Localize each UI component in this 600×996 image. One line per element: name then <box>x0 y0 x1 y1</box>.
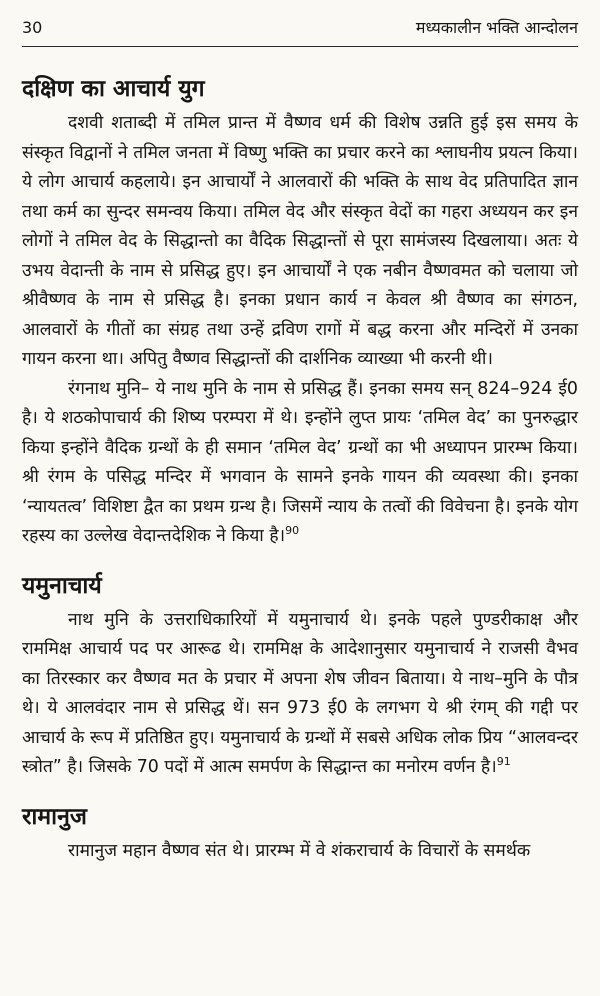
paragraph-ranganath-muni <box>22 375 578 552</box>
footnote-marker: 91 <box>496 755 511 769</box>
running-header <box>22 18 578 47</box>
section-heading-ramanuj: रामानुज <box>22 803 87 830</box>
section-heading-yamunacharya: यमुनाचार्य <box>22 572 102 599</box>
paragraph-text: रामानुज महान वैष्णव संत थे। प्रारम्भ में वे शंकराचार्य के विचारों के समर्थक <box>68 840 531 861</box>
paragraph-text: दशवी शताब्दी में तमिल प्रान्त में वैष्णव धर्म की विशेष उन्नति हुई इस समय के संस्कृत विद्वानों ने तमिल जनता में विष्णु भक्ति का प्रचार करने का श्लाघनीय प्रयत्न किया। ये लोग आचार्य कहलाये। इन आचार्यों ने आलवारों की भक्ति के साथ वेद प्रतिपादित ज्ञान तथा कर्म का सुन्दर समन्वय किया। तमिल वेद और संस्कृत वेदों का गहरा अध्ययन कर इन लोगों ने तमिल वेद के सिद्धान्तो का वैदिक सिद्धान्तों से पूरा सामंजस्य दिखलाया। अतः ये उभय वेदान्ती के नाम से प्रसिद्ध हुए। इन आचार्यों ने एक नबीन वैष्णवमत को चलाया जो श्रीवैष्णव के नाम से प्रसिद्ध है। इनका प्रधान कार्य न केवल श्री वैष्णव का संगठन, आलवारों के गीतों का संग्रह तथा उन्हें द्रविण रागों में बद्ध करना और मन्दिरों में उनका गायन करना था। अपितु वैष्णव सिद्धान्तों की दार्शनिक व्याख्या भी करनी थी। <box>22 113 578 369</box>
paragraph-acharya-intro <box>22 109 578 375</box>
footnote-marker: 90 <box>285 524 300 538</box>
page-number: 30 <box>22 18 43 37</box>
section-heading-acharya-yug: दक्षिण का आचार्य युग <box>22 76 205 102</box>
paragraph-text: रंगनाथ मुनि– ये नाथ मुनि के नाम से प्रसिद्ध हैं। इनका समय सन् 824–924 ई0 है। ये शठकोपाचार्य की शिष्य परम्परा में थे। इन्होंने लुप्त प्रायः ‘तमिल वेद’ का पुनरुद्धार किया इन्होंने वैदिक ग्रन्थों के ही समान ‘तमिल वेद’ ग्रन्थों का भी अध्यापन प्रारम्भ किया। श्री रंगम के पसिद्ध मन्दिर में भगवान के सामने इनके गायन की व्यवस्था की। इनका ‘न्यायतत्व’ विशिष्टा द्वैत का प्रथम ग्रन्थ है। जिसमें न्याय के तत्वों की विवेचना है। इनके योग रहस्य का उल्लेख वेदान्तदेशिक ने किया है। <box>22 378 578 546</box>
paragraph-yamunacharya <box>22 606 578 783</box>
running-title: मध्यकालीन भक्ति आन्दोलन <box>415 18 578 37</box>
paragraph-ramanuj <box>22 837 578 867</box>
paragraph-text: नाथ मुनि के उत्तराधिकारियों में यमुनाचार्य थे। इनके पहले पुण्डरीकाक्ष और राममिक्ष आचार्य पद पर आरूढ थे। राममिक्ष के आदेशानुसार यमुनाचार्य ने राजसी वैभव का तिरस्कार कर वैष्णव मत के प्रचार में अपना शेष जीवन बिताया। ये नाथ–मुनि के पौत्र थे। ये आलवंदार नाम से प्रसिद्ध थें। सन 973 ई0 के लगभग ये श्री रंगम् की गद्दी पर आचार्य के रूप में प्रतिष्ठित हुए। यमुनाचार्य के ग्रन्थों में सबसे अधिक लोक प्रिय “आलवन्दर स्त्रोत” है। जिसके 70 पदों में आत्म समर्पण के सिद्धान्त का मनोरम वर्णन है। <box>22 609 578 777</box>
